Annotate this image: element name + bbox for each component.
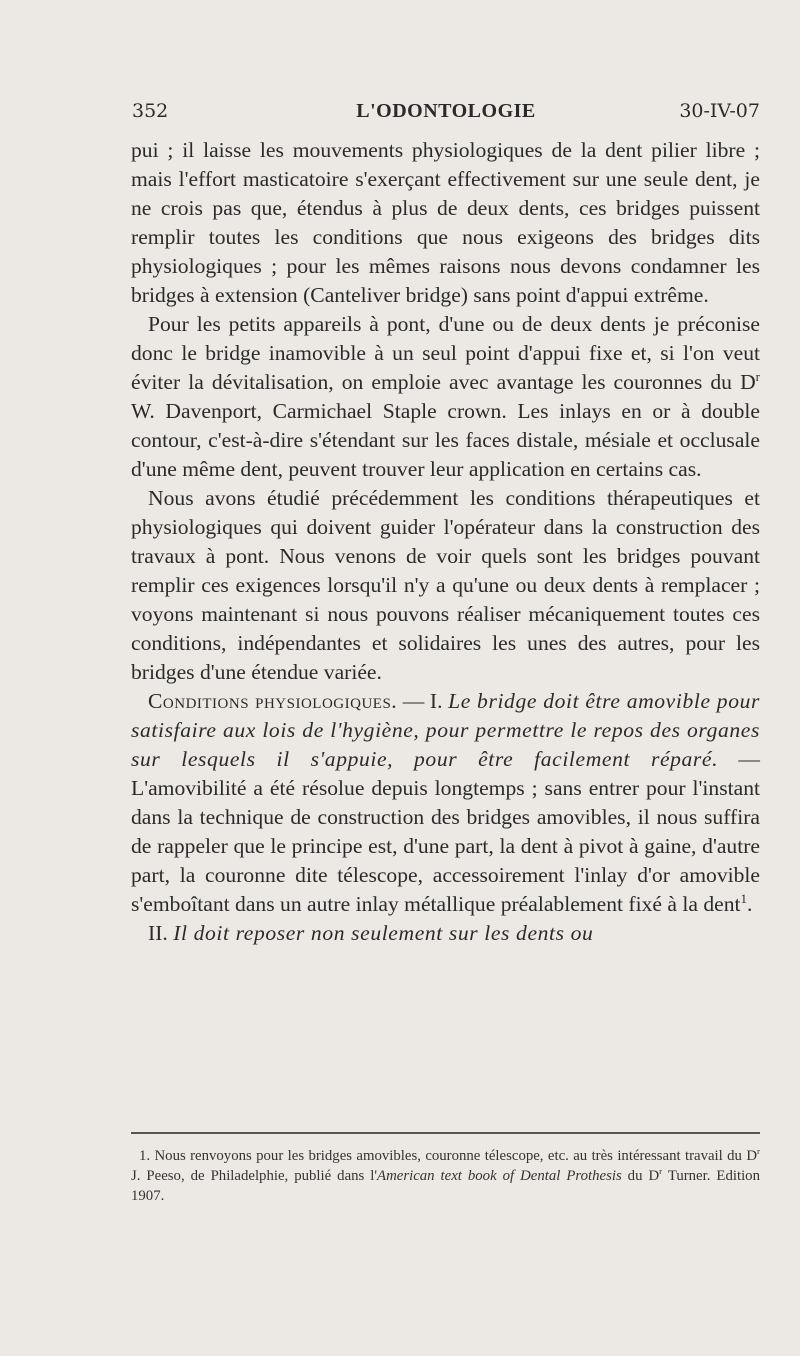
paragraph-4-end: . [746, 892, 753, 916]
footnote-part-a: Nous renvoyons pour les bridges amovibles, couronne télescope, etc. au très intéressant travail du D [154, 1148, 758, 1164]
footnote-reference: 1 [740, 890, 747, 906]
superscript: r [757, 1146, 760, 1157]
paragraph-2 [131, 310, 760, 484]
paragraph-4-body: — L'amovibilité a été résolue depuis longtemps ; sans entrer pour l'instant dans la technique de construction des bridges amovibles, il nous suffira de rappeler que le principe est, d'une part, la dent à pivot à gaine, d'autre part, la couronne dite télescope, accessoirement l'inlay d'or amovible s'emboîtant dans un autre inlay métallique préalablement fixé à la dent [131, 747, 760, 916]
paragraph-4 [131, 687, 760, 919]
paragraph-2-part-b: W. Davenport, Carmichael Staple crown. Les inlays en or à double contour, c'est-à-dire s'étendant sur les faces distale, mésiale et occlusale d'une même dent, peuvent trouver leur application en certains cas. [131, 399, 760, 481]
superscript: r [755, 368, 760, 384]
footnote-number: 1. [139, 1148, 155, 1164]
body-text [131, 136, 760, 948]
book-title: American text book of Dental Prothesis [377, 1168, 622, 1184]
paragraph-5 [131, 919, 760, 948]
superscript: r [659, 1166, 663, 1177]
footnote-part-b: J. Peeso, de Philadelphie, publié dans l' [131, 1168, 378, 1184]
footnote-text [131, 1146, 760, 1206]
footnote-divider [131, 1132, 760, 1134]
section-heading: Conditions physiologiques. [148, 689, 398, 713]
paragraph-1: pui ; il laisse les mouvements physiologiques de la dent pilier libre ; mais l'effort masticatoire s'exerçant effectivement sur une seule dent, je ne crois pas que, étendus à plus de deux dents, ces bridges puissent remplir toutes les conditions que nous exigeons des bridges dits physiologiques ; pour les mêmes raisons nous devons condamner les bridges à extension (Canteliver bridge) sans point d'appui extrême. [131, 138, 760, 307]
rule-statement: Le bridge doit être amovible pour satisfaire aux lois de l'hygiène, pour permettre le repos des organes sur lesquels il s'appuie, pour être facilement réparé. [131, 689, 760, 771]
footnote-part-c: du D [621, 1168, 660, 1184]
rule-number: II. [148, 921, 174, 945]
footnote-part-d: Turner. Edition 1907. [131, 1168, 760, 1204]
paragraph-3: Nous avons étudié précédemment les conditions thérapeutiques et physiologiques qui doivent guider l'opérateur dans la construction des travaux à pont. Nous venons de voir quels sont les bridges pouvant remplir ces exigences lorsqu'il n'y a qu'une ou deux dents à remplacer ; voyons maintenant si nous pouvons réaliser mécaniquement toutes ces conditions, indépendantes et solidaires les unes des autres, pour les bridges d'une étendue variée. [131, 486, 760, 684]
issue-date: 30-IV-07 [679, 100, 760, 122]
paragraph-2-part-a: Pour les petits appareils à pont, d'une ou de deux dents je préconise donc le bridge inamovible à un seul point d'appui fixe et, si l'on veut éviter la dévitalisation, on emploie avec avantage les couronnes du D [131, 312, 760, 394]
heading-dash: — I. [397, 689, 449, 713]
running-head [132, 100, 760, 128]
journal-title: L'ODONTOLOGIE [356, 100, 536, 122]
page-number: 352 [132, 100, 169, 122]
footnote [131, 1146, 760, 1206]
rule-statement-2: Il doit reposer non seulement sur les dents ou [173, 921, 594, 945]
